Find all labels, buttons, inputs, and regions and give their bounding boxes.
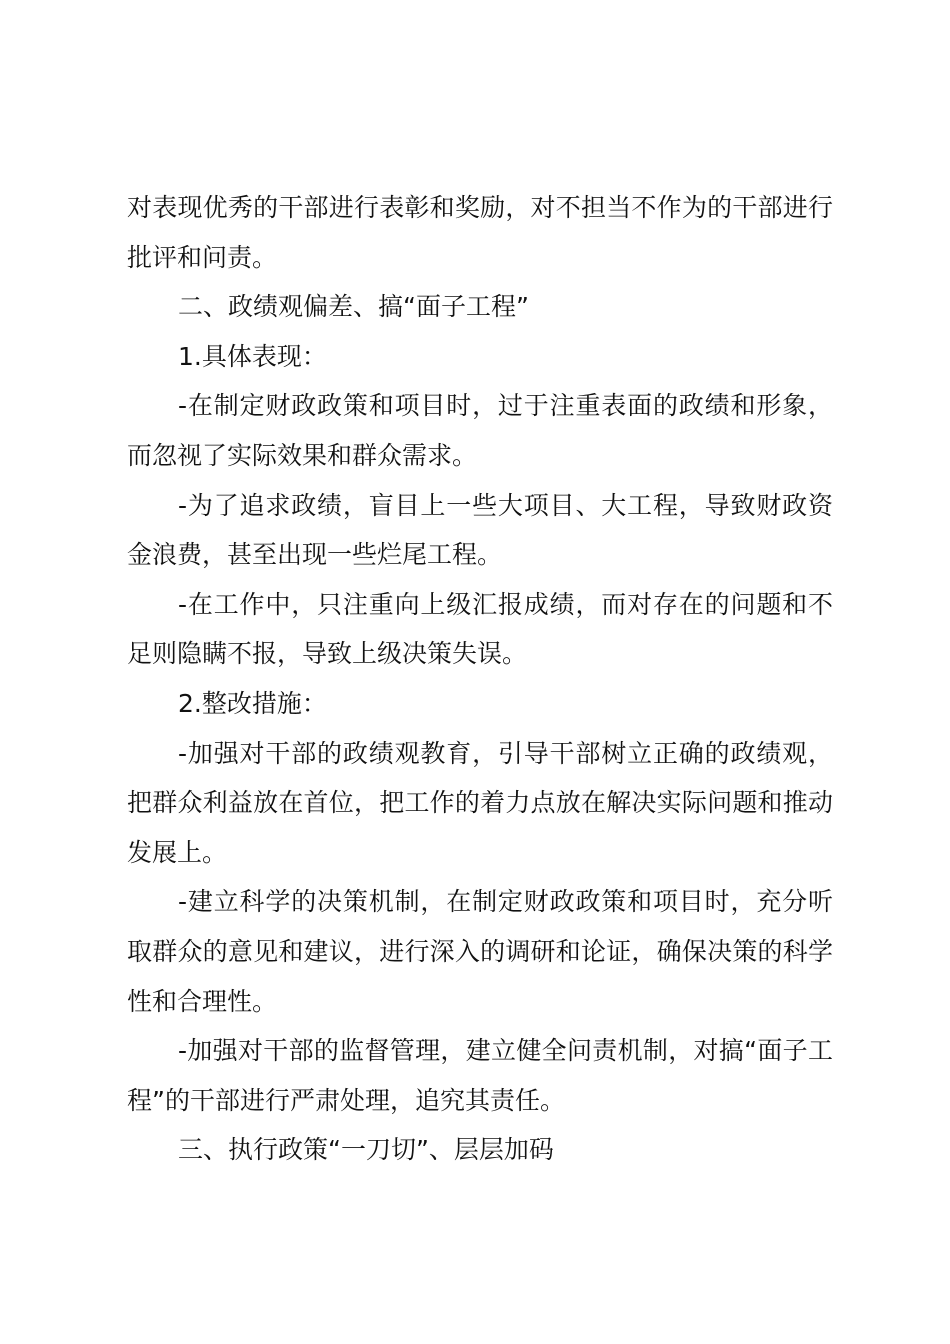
section-heading-three: 三、执行政策“一刀切”、层层加码 bbox=[178, 1135, 554, 1165]
subheading-specific-manifestations: 1.具体表现： bbox=[178, 341, 327, 371]
bullet-paragraph-4: -加强对干部的政绩观教育，引导干部树立正确的政绩观，把群众利益放在首位，把工作的着力点放在解决实际问题和推动发展上。 bbox=[127, 738, 833, 867]
section-heading-two: 二、政绩观偏差、搞“面子工程” bbox=[178, 292, 529, 322]
bullet-paragraph-2: -为了追求政绩，盲目上一些大项目、大工程，导致财政资金浪费，甚至出现一些烂尾工程。 bbox=[127, 490, 833, 570]
subheading-rectification-measures: 2.整改措施： bbox=[178, 688, 327, 718]
paragraph-continuation: 对表现优秀的干部进行表彰和奖励，对不担当不作为的干部进行批评和问责。 bbox=[127, 193, 833, 272]
bullet-paragraph-5: -建立科学的决策机制，在制定财政政策和项目时，充分听取群众的意见和建议，进行深入的调研和论证，确保决策的科学性和合理性。 bbox=[127, 887, 833, 1016]
bullet-paragraph-3: -在工作中，只注重向上级汇报成绩，而对存在的问题和不足则隐瞒不报，导致上级决策失误。 bbox=[127, 589, 833, 669]
bullet-paragraph-1: -在制定财政政策和项目时，过于注重表面的政绩和形象，而忽视了实际效果和群众需求。 bbox=[127, 391, 833, 470]
bullet-paragraph-6: -加强对干部的监督管理，建立健全问责机制，对搞“面子工程”的干部进行严肃处理，追究其责任。 bbox=[127, 1036, 833, 1115]
document-body bbox=[127, 183, 833, 1175]
